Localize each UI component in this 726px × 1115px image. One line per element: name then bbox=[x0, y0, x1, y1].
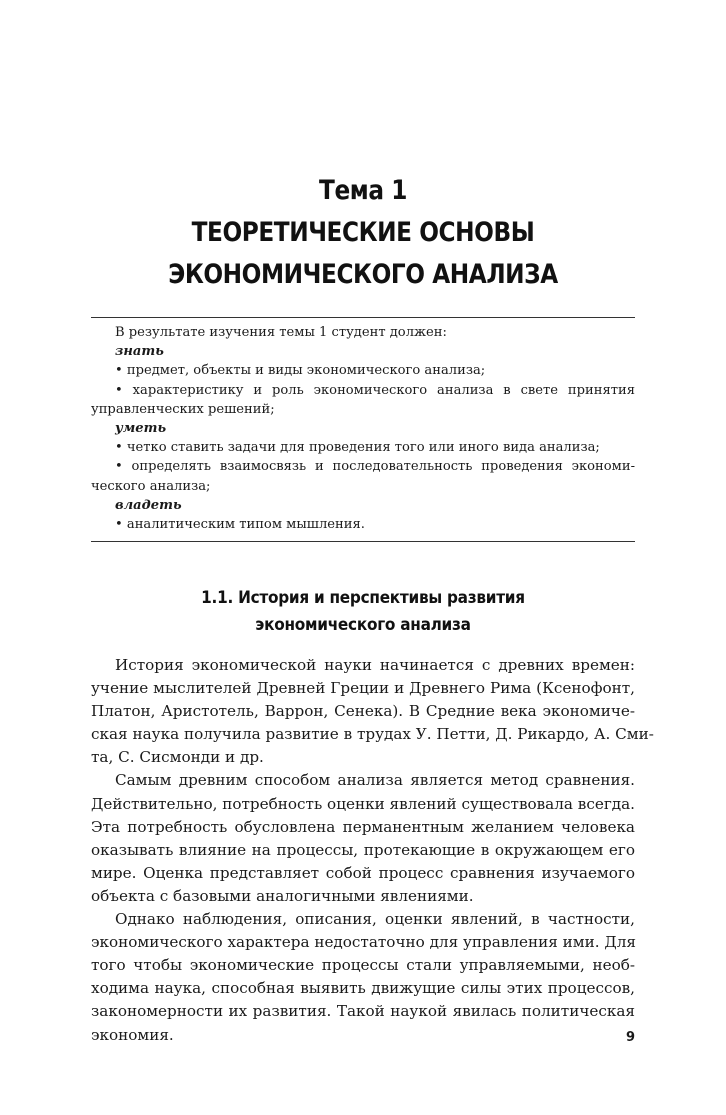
text-line: оказывать влияние на процессы, протекающие в окружающем его bbox=[91, 840, 635, 859]
text-line: та, С. Сисмонди и др. bbox=[91, 748, 264, 767]
body-text bbox=[91, 654, 654, 1047]
section-title-line-2: экономического анализа bbox=[255, 615, 471, 635]
text-line: мире. Оценка представляет собой процесс сравнения изучаемого bbox=[91, 863, 635, 882]
text-line: учение мыслителей Древней Греции и Древнего Рима (Ксенофонт, bbox=[91, 679, 635, 698]
objectives-intro: В результате изучения темы 1 студент должен: bbox=[115, 325, 447, 340]
chapter-title-line-1: ТЕОРЕТИЧЕСКИЕ ОСНОВЫ bbox=[191, 217, 535, 248]
objectives-know-label: знать bbox=[115, 344, 164, 360]
objective-item: • характеристику и роль экономического анализа в свете принятия bbox=[115, 382, 635, 398]
learning-objectives-box bbox=[91, 317, 635, 542]
text-line: ская наука получила развитие в трудах У. Петти, Д. Рикардо, А. Сми- bbox=[91, 725, 654, 744]
text-line: Эта потребность обусловлена перманентным желанием человека bbox=[91, 817, 635, 836]
text-line: того чтобы экономические процессы стали управляемыми, необ- bbox=[91, 956, 635, 975]
text-line: объекта с базовыми аналогичными явлениями. bbox=[91, 886, 474, 905]
chapter-heading bbox=[91, 170, 635, 296]
text-line: Однако наблюдения, описания, оценки явлений, в частности, bbox=[115, 910, 635, 929]
objectives-master-label: владеть bbox=[115, 497, 182, 513]
chapter-title-line-2: ЭКОНОМИЧЕСКОГО АНАЛИЗА bbox=[168, 259, 558, 290]
section-heading bbox=[91, 585, 635, 639]
objectives-able-label: уметь bbox=[115, 421, 167, 437]
objective-item-continuation: управленческих решений; bbox=[91, 401, 275, 417]
objective-item: • определять взаимосвязь и последовательность проведения экономи- bbox=[115, 459, 635, 475]
text-line: Платон, Аристотель, Варрон, Сенека). В Средние века экономиче- bbox=[91, 702, 635, 721]
paragraph-1 bbox=[91, 654, 654, 769]
text-line: Действительно, потребность оценки явлений существовала всегда. bbox=[91, 794, 636, 813]
objective-item: • предмет, объекты и виды экономического анализа; bbox=[115, 363, 486, 379]
paragraph-2 bbox=[91, 769, 635, 908]
objective-item: • аналитическим типом мышления. bbox=[115, 517, 365, 533]
section-title-line-1: 1.1. История и перспективы развития bbox=[201, 588, 525, 608]
objective-item-continuation: ческого анализа; bbox=[91, 478, 211, 494]
text-line: ходима наука, способная выявить движущие силы этих процессов, bbox=[91, 979, 635, 998]
text-line: История экономической науки начинается с древних времен: bbox=[115, 656, 635, 674]
text-line: экономического характера недостаточно для управления ими. Для bbox=[91, 933, 636, 952]
page-number: 9 bbox=[625, 1030, 635, 1045]
text-line: экономия. bbox=[91, 1025, 174, 1044]
objective-item: • четко ставить задачи для проведения того или иного вида анализа; bbox=[115, 440, 600, 456]
paragraph-3 bbox=[91, 908, 635, 1047]
chapter-number: Тема 1 bbox=[319, 175, 407, 206]
text-line: Самым древним способом анализа является метод сравнения. bbox=[115, 771, 635, 790]
text-line: закономерности их развития. Такой наукой явилась политическая bbox=[91, 1002, 635, 1021]
